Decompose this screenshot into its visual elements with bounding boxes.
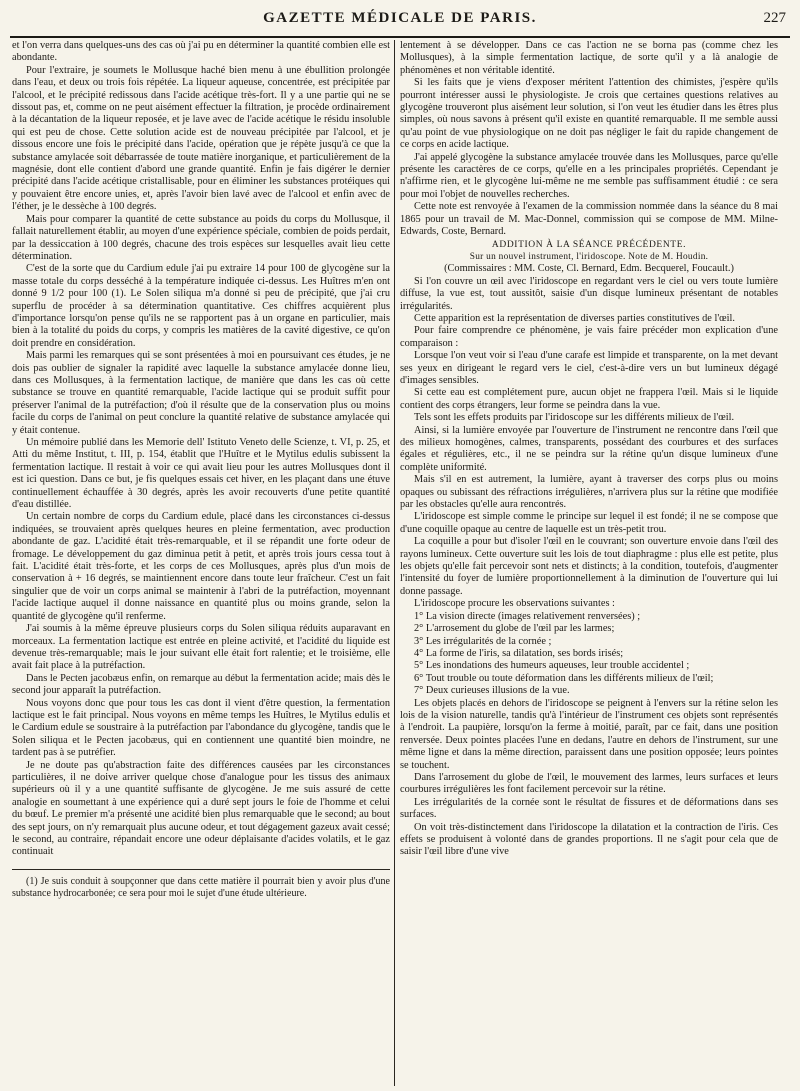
- paragraph: L'iridoscope est simple comme le principe sur lequel il est fondé; il ne se compose que d'une coquille opaque au centre de laquelle est un très-petit trou.: [400, 511, 778, 535]
- section-subheading: Sur un nouvel instrument, l'iridoscope. Note de M. Houdin.: [469, 251, 709, 262]
- page-header: [10, 6, 790, 38]
- paragraph: Tels sont les effets produits par l'iridoscope sur les différents milieux de l'œil.: [414, 412, 735, 424]
- paragraph: J'ai appelé glycogène la substance amylacée trouvée dans les Mollusques, parce qu'elle présente les caractères de ce corps, qu'elle en a les principales propriétés. Cependant je n'affirme rien, et le glycogène lui-même ne me semble pas suffisamment étudié : ce sera pour moi l'objet de nouvelles recherches.: [400, 151, 778, 200]
- paragraph: Ainsi, si la lumière envoyée par l'ouverture de l'instrument ne rencontre dans l'œil que des milieux homogènes, calmes, transparents, possédant des courbures et des surfaces égales et régulières, etc., il ne se peindra sur la rétine qu'un disque lumineux d'une complète uniformité.: [400, 424, 778, 473]
- paragraph: Mais s'il en est autrement, la lumière, ayant à traverser des corps plus ou moins opaques ou subissant des réfractions irrégulières, n'arrivera plus sur la rétine que modifiée par les obstacles qu'elle aura rencontrés.: [400, 474, 778, 511]
- right-column: [400, 40, 778, 1084]
- journal-title: GAZETTE MÉDICALE DE PARIS.: [263, 10, 537, 26]
- paragraph: Les objets placés en dehors de l'iridoscope se peignent à l'envers sur la rétine selon les lois de la vision naturelle, tandis qu'à l'intérieur de l'instrument ces objets sont représentés à l'endroit. La paupière, lorsqu'on la ferme à moitié, paraît, par ce fait, dans une position renversée. Deux pointes placées l'une en dedans, l'autre en dehors de l'instrument, sur une même ligne et dans la même direction, paraissent dans une position opposée; leurs pointes se touchent.: [400, 697, 778, 771]
- list-item: 4° La forme de l'iris, sa dilatation, ses bords irisés;: [414, 647, 624, 659]
- list-item: 7° Deux curieuses illusions de la vue.: [414, 685, 570, 697]
- left-column: [12, 40, 390, 1084]
- paragraph: Pour l'extraire, je soumets le Mollusque haché bien menu à une ébullition prolongée dans l'eau, et deux ou trois fois répétée. La liqueur aqueuse, concentrée, est précipitée par l'alcool, et le précipité redissous dans l'acide acétique très-fort. Il y a une partie qui ne se dissout pas, et, comme on ne peut aisément effectuer la filtration, je procède ordinairement à la décantation de la liqueur reposée, et je lave avec de l'acide acétique le résidu insoluble qui est peu de chose. Cette solution acide est de nouveau précipitée par l'alcool, et je dissous encore une fois le précipité dans l'acide, opération que je répète jusqu'à ce que la substance amylacée soit débarrassée de toute matière inorganique, et particulièrement de la magnésie, dont elle contient d'abord une grande quantité. Enfin je fais digérer le dernier précipité dans l'acide acétique cristallisable, pour en éliminer les substances protéiques qui y pouvaient être encore unies, et, après l'avoir bien lavé avec de l'alcool et enfin avec de l'éther, je le dessèche à 100 degrés.: [12, 64, 390, 213]
- paragraph: Dans l'arrosement du globe de l'œil, le mouvement des larmes, leurs surfaces et leurs courbures irrégulières les font facilement percevoir sur la rétine.: [400, 771, 778, 796]
- paragraph: Un certain nombre de corps du Cardium edule, placé dans les circonstances ci-dessus indiquées, se trouvaient après quelques heures en pleine fermentation, avec production abondante de gaz. L'acidité était très-remarquable, et il se répandit une forte odeur de fromage. Le développement du gaz diminua petit à petit, et après trois jours cessa tout à fait. L'acidité était très-forte, et les corps de ces Mollusques, après plus d'un mois de conservation à + 16 degrés, se maintiennent encore dans toute leur fraîcheur. C'est un fait singulier que de voir un corps animal se maintenir à l'abri de la putréfaction, moyennant l'acide lactique auquel il donne naissance en quantité plus ou moins grande, selon la quantité de glycogène qu'il renferme.: [12, 511, 390, 622]
- footnote-divider: [12, 869, 390, 870]
- paragraph: et l'on verra dans quelques-uns des cas où j'ai pu en déterminer la quantité combien elle est abondante.: [12, 40, 390, 64]
- column-divider: [394, 40, 395, 1086]
- commission-line: (Commissaires : MM. Coste, Cl. Bernard, Edm. Becquerel, Foucault.): [444, 263, 734, 275]
- paragraph: Un mémoire publié dans les Memorie dell' Istituto Veneto delle Scienze, t. VI, p. 25, et Atti du même Institut, t. III, p. 154, établit que l'Huître et le Mytilus edulis subissent la fermentation lactique. Il restait à voir ce qui avait lieu pour les autres Mollusques dont il est ici question. Dans ce but, je fis quelques essais cet hiver, en les plaçant dans une étuve continuellement échauffée à 30 degrés, après les avoir recouverts d'une petite quantité d'eau distillée.: [12, 437, 390, 511]
- list-item: 1° La vision directe (images relativement renversées) ;: [414, 610, 641, 622]
- list-item: 6° Tout trouble ou toute déformation dans les différents milieux de l'œil;: [414, 672, 714, 684]
- paragraph: On voit très-distinctement dans l'iridoscope la dilatation et la contraction de l'iris. Ces effets se produisent à volonté dans de grandes proportions. Il ne s'agit pour cela que de saisir l'œil libre d'une vive: [400, 821, 778, 858]
- paragraph: Si cette eau est complétement pure, aucun objet ne frappera l'œil. Mais si le liquide contient des corps étrangers, leur forme se peindra dans la vue.: [400, 387, 778, 411]
- paragraph: Dans le Pecten jacobæus enfin, on remarque au début la fermentation acide; mais dès le second jour apparaît la putréfaction.: [12, 672, 390, 697]
- paragraph: Cette note est renvoyée à l'examen de la commission nommée dans la séance du 8 mai 1865 pour un travail de M. Mac-Donnel, commission qui se compose de MM. Milne-Edwards, Coste, Bernard.: [400, 201, 778, 238]
- paragraph: Lorsque l'on veut voir si l'eau d'une carafe est limpide et transparente, on la met devant ses yeux en dirigeant le regard vers le ciel, c'est-à-dire vers un but lumineux dégagé d'images sensibles.: [400, 350, 778, 386]
- paragraph: Cette apparition est la représentation de diverses parties constitutives de l'œil.: [414, 312, 735, 324]
- paragraph: Pour faire comprendre ce phénomène, je vais faire précéder mon explication d'une comparaison :: [400, 325, 778, 349]
- paragraph: Si les faits que je viens d'exposer méritent l'attention des chimistes, j'espère qu'ils pourront intéresser aussi le physiologiste. Je crois que certaines questions relatives au glycogène trouveront plus aisément leur solution, si l'on veut les étudier dans les êtres plus simples, où nous savons à présent qu'il existe en quantité remarquable. Il me semble aussi qu'au point de vue physiologique on ne doit pas négliger le fait du rapide changement de ce corps en acide lactique.: [400, 77, 778, 151]
- paragraph: Les irrégularités de la cornée sont le résultat de fissures et de déformations dans ses surfaces.: [400, 796, 778, 821]
- paragraph: Mais pour comparer la quantité de cette substance au poids du corps du Mollusque, il fallait naturellement établir, au moyen d'une expérience spéciale, combien de poids perdait, par la dessiccation à 100 degrés, chacune des trois espèces sur lesquelles avait lieu cette détermination.: [12, 213, 390, 262]
- paragraph: J'ai soumis à la même épreuve plusieurs corps du Solen siliqua réduits auparavant en morceaux. La fermentation lactique est entrée en pleine activité, et l'acidité du liquide est devenue très-remarquable; mais le jour suivant elle était fort ralentie; et le troisième, elle avait fait place à la putréfaction.: [12, 623, 390, 672]
- list-item: 2° L'arrosement du globe de l'œil par les larmes;: [414, 623, 615, 635]
- paragraph: lentement à se développer. Dans ce cas l'action ne se borna pas (comme chez les Mollusques), à la simple fermentation lactique, de sorte qu'il y a là analogie de phénomènes et non véritable identité.: [400, 40, 778, 76]
- paragraph: L'iridoscope procure les observations suivantes :: [414, 598, 615, 610]
- list-item: 5° Les inondations des humeurs aqueuses, leur trouble accidentel ;: [414, 660, 690, 672]
- section-heading: ADDITION À LA SÉANCE PRÉCÉDENTE.: [491, 239, 687, 250]
- paragraph: Si l'on couvre un œil avec l'iridoscope en regardant vers le ciel ou vers toute lumière diffuse, la vue est, tout aussitôt, saisie d'un disque lumineux présentant de notables irrégularités.: [400, 275, 778, 312]
- list-item: 3° Les irrégularités de la cornée ;: [414, 635, 552, 647]
- paragraph: Je ne doute pas qu'abstraction faite des différences causées par les circonstances particulières, il ne doive arriver quelque chose d'analogue pour les tissus des animaux supérieurs où il y a une quantité suffisante de glycogène. Je me suis assuré de cette analogie en soumettant à une expérience qui a duré sept jours le foie de l'homme et celui du bœuf. Le premier m'a présenté une acidité bien plus remarquable que le second; au bout des sept jours, on n'y remarquait plus aucune odeur, et tout dégagement gazeux avait cessé; le second, au contraire, répandait encore une odeur déplaisante d'acides volatils, et le gaz continuait: [12, 759, 390, 858]
- paragraph: C'est de la sorte que du Cardium edule j'ai pu extraire 14 pour 100 de glycogène sur la masse totale du corps desséché à la température indiquée ci-dessus. Les Huîtres m'en ont donné 9 1/2 pour 100 (1). Le Solen siliqua m'a donné si peu de précipité, que j'ai cru superflu de procéder à sa détermination quantitative. Ces chiffres acquièrent plus d'importance lorsqu'on pense qu'ils ne se rapportent pas à un organe en particulier, mais bien à la totalité du poids du corps, y compris les matières de la cavité digestive, ce qu'on doit prendre en considération.: [12, 263, 390, 349]
- paragraph: Mais parmi les remarques qui se sont présentées à moi en poursuivant ces études, je ne dois pas oublier de signaler la rapidité avec laquelle la substance amylacée donne lieu, dans ces Mollusques, à la fermentation lactique, de manière que dans les cas où cette substance se trouve en quantité remarquable, l'acide lactique qui se produit suffit pour préserver l'animal de la putréfaction; d'où il résulte que de la conservation plus ou moins facile du corps de l'animal on peut conclure la quantité relative de substance amylacée qui y était contenue.: [12, 350, 390, 436]
- footnote: (1) Je suis conduit à soupçonner que dans cette matière il pourrait bien y avoir plus d'une substance hydrocarbonée; ce sera pour moi le sujet d'une étude ultérieure.: [12, 875, 390, 899]
- paragraph: La coquille a pour but d'isoler l'œil en le couvrant; son ouverture envoie dans l'œil des rayons lumineux. Cette ouverture suit les lois de tout diaphragme : plus elle est petite, plus les objets qu'elle fait percevoir sont nets et distincts; à la condition, toutefois, d'augmenter l'intensité du foyer de lumière proportionnellement à la diminution de l'ouverture qui lui donne passage.: [400, 536, 778, 597]
- paragraph: Nous voyons donc que pour tous les cas dont il vient d'être question, la fermentation lactique est le fait principal. Nous voyons en même temps les Huîtres, le Mytilus edulis et le Cardium edule se soustraire à la putréfaction par l'abondance du glycogène, tandis que le Solen siliqua et le Pecten jacobæus, qui en contiennent une quantité bien moindre, ne tardent pas à se putréfier.: [12, 697, 390, 759]
- page-number: 227: [763, 10, 786, 26]
- observations-list: [400, 611, 778, 698]
